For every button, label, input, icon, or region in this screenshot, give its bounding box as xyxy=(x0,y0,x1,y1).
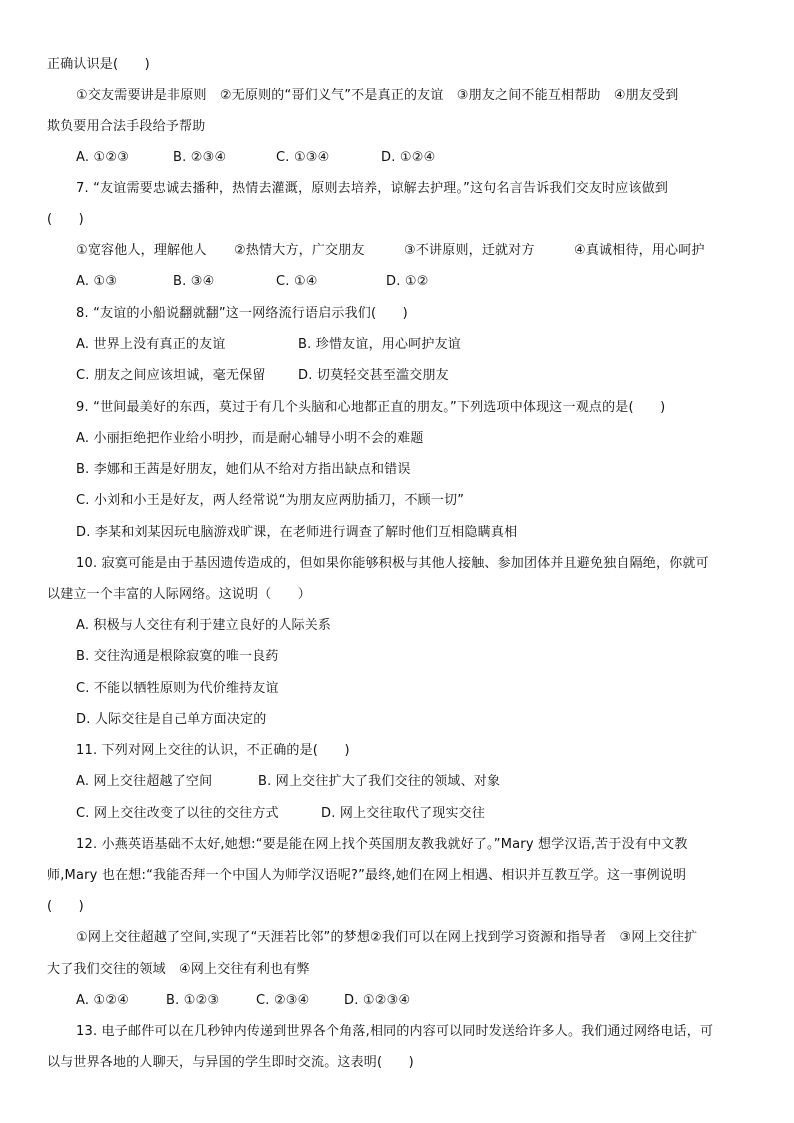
q7-item-4: ④真诚相待，用心呵护 xyxy=(574,243,705,258)
q13-stem-line1: 13. 电子邮件可以在几秒钟内传递到世界各个角落,相同的内容可以同时发送给许多人。我们通过网络电话，可 xyxy=(76,1024,714,1039)
q6-stem-tail: 正确认识是( ) xyxy=(47,57,150,72)
q11-option-d: D. 网上交往取代了现实交往 xyxy=(321,806,486,821)
q12-items-line1: ①网上交往超越了空间,实现了“天涯若比邻”的梦想②我们可以在网上找到学习资源和指导者 ③网上交往扩 xyxy=(76,930,698,945)
q7-item-3: ③不讲原则，迁就对方 xyxy=(404,243,535,258)
q11-stem: 11. 下列对网上交往的认识，不正确的是( ) xyxy=(76,743,350,758)
q11-option-b: B. 网上交往扩大了我们交往的领域、对象 xyxy=(258,774,501,789)
q11-option-c: C. 网上交往改变了以往的交往方式 xyxy=(76,806,279,821)
q10-option-d: D. 人际交往是自己单方面决定的 xyxy=(76,712,267,727)
q12-stem-line1: 12. 小燕英语基础不太好,她想:“要是能在网上找个英国朋友教我就好了。”Mary 想学汉语,苦于没有中文教 xyxy=(76,837,688,852)
q7-item-1: ①宽容他人，理解他人 xyxy=(76,243,207,258)
q10-stem-line2: 以建立一个丰富的人际网络。这说明（ ） xyxy=(47,587,312,602)
q9-option-d: D. 李某和刘某因玩电脑游戏旷课，在老师进行调查了解时他们互相隐瞒真相 xyxy=(76,525,518,540)
q7-stem-line1: 7. “友谊需要忠诚去播种，热情去灌溉，原则去培养，谅解去护理。”这句名言告诉我们交友时应该做到 xyxy=(76,181,669,196)
q6-items-line1: ①交友需要讲是非原则 ②无原则的“哥们义气”不是真正的友谊 ③朋友之间不能互相帮助 ④朋友受到 xyxy=(76,88,679,103)
q12-option-b: B. ①②③ xyxy=(166,993,220,1008)
q9-option-a: A. 小丽拒绝把作业给小明抄，而是耐心辅导小明不会的难题 xyxy=(76,431,424,446)
q12-option-a: A. ①②④ xyxy=(76,993,130,1008)
q8-option-b: B. 珍惜友谊，用心呵护友谊 xyxy=(298,337,461,352)
q7-option-b: B. ③④ xyxy=(173,274,215,289)
q8-option-d: D. 切莫轻交甚至滥交朋友 xyxy=(298,368,449,383)
q12-option-c: C. ②③④ xyxy=(256,993,310,1008)
q7-stem-line2: ( ) xyxy=(47,212,84,227)
q6-option-c: C. ①③④ xyxy=(276,150,330,165)
q6-option-b: B. ②③④ xyxy=(173,150,227,165)
q12-items-line2: 大了我们交往的领域 ④网上交往有利也有弊 xyxy=(47,962,310,977)
q8-option-c: C. 朋友之间应该坦诚，毫无保留 xyxy=(76,368,266,383)
q6-option-d: D. ①②④ xyxy=(381,150,436,165)
q10-option-b: B. 交往沟通是根除寂寞的唯一良药 xyxy=(76,649,279,664)
q10-option-c: C. 不能以牺牲原则为代价维持友谊 xyxy=(76,681,279,696)
q9-option-b: B. 李娜和王茜是好朋友，她们从不给对方指出缺点和错误 xyxy=(76,462,411,477)
q11-option-a: A. 网上交往超越了空间 xyxy=(76,774,213,789)
q8-option-a: A. 世界上没有真正的友谊 xyxy=(76,337,226,352)
q9-option-c: C. 小刘和小王是好友，两人经常说“为朋友应两肋插刀，不顾一切” xyxy=(76,493,465,508)
q7-option-d: D. ①② xyxy=(386,274,429,289)
q12-stem-line3: ( ) xyxy=(47,899,84,914)
q8-stem: 8. “友谊的小船说翻就翻”这一网络流行语启示我们( ) xyxy=(76,306,408,321)
q9-stem: 9. “世间最美好的东西，莫过于有几个头脑和心地都正直的朋友。”下列选项中体现这一观点的是( ) xyxy=(76,400,666,415)
q7-option-a: A. ①③ xyxy=(76,274,118,289)
q6-items-line2: 欺负要用合法手段给予帮助 xyxy=(47,119,206,134)
q10-stem-line1: 10. 寂寞可能是由于基因遗传造成的，但如果你能够积极与其他人接触、参加团体并且避免独自隔绝，你就可 xyxy=(76,556,709,571)
q12-option-d: D. ①②③④ xyxy=(344,993,411,1008)
q13-stem-line2: 以与世界各地的人聊天，与异国的学生即时交流。这表明( ) xyxy=(47,1055,414,1070)
q12-stem-line2: 师,Mary 也在想:“我能否拜一个中国人为师学汉语呢?”最终,她们在网上相遇、相识并互教互学。这一事例说明 xyxy=(47,868,687,883)
q10-option-a: A. 积极与人交往有利于建立良好的人际关系 xyxy=(76,618,332,633)
q7-option-c: C. ①④ xyxy=(276,274,318,289)
q6-option-a: A. ①②③ xyxy=(76,150,130,165)
q7-item-2: ②热情大方，广交朋友 xyxy=(234,243,365,258)
